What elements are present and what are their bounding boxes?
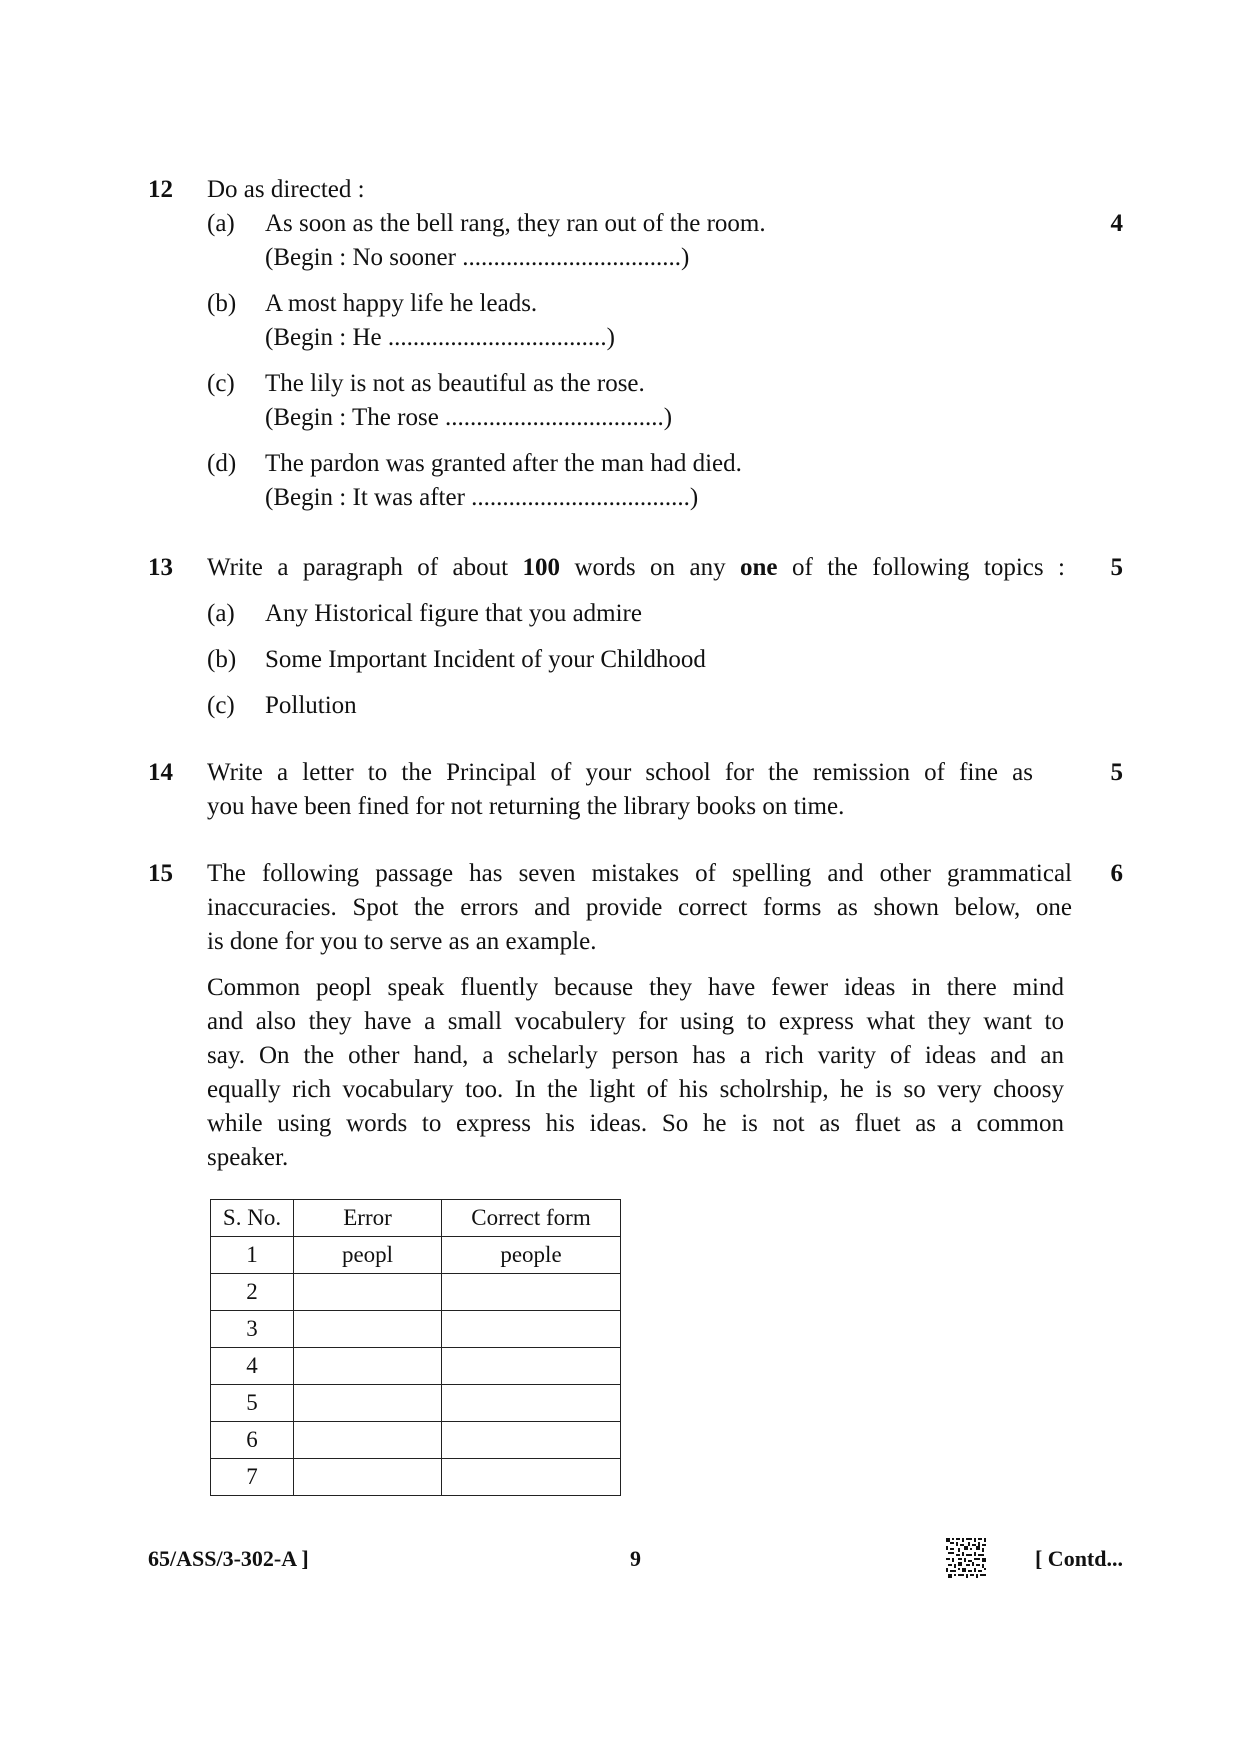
instruction-line: inaccuracies. Spot the errors and provide correct forms as shown below, one (207, 894, 1072, 921)
topic-text: Pollution (265, 692, 357, 719)
table-row (211, 1348, 621, 1385)
question-marks: 5 (1110, 554, 1123, 581)
topic-label: (c) (207, 692, 235, 719)
column-header: S. No. (211, 1200, 294, 1237)
serial-cell: 2 (211, 1274, 294, 1311)
topic-text: Any Historical figure that you admire (265, 600, 642, 627)
sub-item-hint: (Begin : The rose ...................................) (265, 404, 673, 431)
passage-line: equally rich vocabulary too. In the light of his scholrship, he is so very choosy (207, 1076, 1064, 1103)
qr-code-icon (946, 1538, 986, 1578)
error-cell (294, 1422, 442, 1459)
table-row (211, 1237, 621, 1274)
question-line-1: Write a letter to the Principal of your school for the remission of fine as (207, 759, 1033, 786)
serial-cell: 7 (211, 1459, 294, 1496)
question-15-instruction (207, 857, 1072, 959)
correct-form-cell (442, 1274, 621, 1311)
serial-cell: 4 (211, 1348, 294, 1385)
table-header-row (211, 1200, 621, 1237)
passage-line: and also they have a small vocabulery for using to express what they want to (207, 1008, 1064, 1035)
sub-item-hint: (Begin : No sooner ...................................) (265, 244, 690, 271)
question-number: 12 (148, 176, 173, 203)
table-row (211, 1274, 621, 1311)
table-row (211, 1311, 621, 1348)
passage-line: say. On the other hand, a schelarly person has a rich varity of ideas and an (207, 1042, 1064, 1069)
continued-label: [ Contd... (1034, 1546, 1123, 1571)
error-passage (207, 971, 1064, 1175)
paper-code: 65/ASS/3-302-A ] (148, 1546, 309, 1571)
question-marks: 5 (1110, 759, 1123, 786)
error-cell (294, 1385, 442, 1422)
passage-line: Common peopl speak fluently because they have fewer ideas in there mind (207, 974, 1064, 1001)
emphasis-one: one (740, 554, 778, 581)
error-cell (294, 1311, 442, 1348)
serial-cell: 5 (211, 1385, 294, 1422)
question-line-2: you have been fined for not returning the library books on time. (207, 793, 845, 820)
serial-cell: 6 (211, 1422, 294, 1459)
page-number: 9 (630, 1546, 641, 1571)
instruction-line: The following passage has seven mistakes of spelling and other grammatical (207, 860, 1072, 887)
question-instruction: Do as directed : (207, 176, 365, 203)
column-header: Correct form (442, 1200, 621, 1237)
sub-item-sentence: The lily is not as beautiful as the rose. (265, 370, 645, 397)
correct-form-cell (442, 1385, 621, 1422)
correct-form-cell (442, 1459, 621, 1496)
question-number: 15 (148, 860, 173, 887)
sub-item-sentence: The pardon was granted after the man had died. (265, 450, 742, 477)
instruction-line: is done for you to serve as an example. (207, 928, 597, 955)
serial-cell: 3 (211, 1311, 294, 1348)
question-text: Write a paragraph of about 100 words on any one of the following topics : (207, 554, 1065, 581)
table-row (211, 1422, 621, 1459)
sub-item-label: (d) (207, 450, 237, 477)
sub-item-hint: (Begin : It was after ...................................) (265, 484, 699, 511)
passage-line: speaker. (207, 1144, 289, 1171)
question-marks: 6 (1110, 860, 1123, 887)
table-row (211, 1459, 621, 1496)
error-cell (294, 1348, 442, 1385)
sub-item-sentence: As soon as the bell rang, they ran out of the room. (265, 210, 766, 237)
question-number: 13 (148, 554, 173, 581)
topic-label: (b) (207, 646, 237, 673)
correct-form-cell: people (442, 1237, 621, 1274)
sub-item-label: (b) (207, 290, 237, 317)
topic-text: Some Important Incident of your Childhood (265, 646, 706, 673)
page-footer (148, 1542, 1123, 1582)
passage-line: while using words to express his ideas. So he is not as fluet as a common (207, 1110, 1064, 1137)
error-correction-table (210, 1199, 621, 1496)
question-number: 14 (148, 759, 173, 786)
sub-item-label: (a) (207, 210, 235, 237)
table-row (211, 1385, 621, 1422)
sub-item-sentence: A most happy life he leads. (265, 290, 538, 317)
serial-cell: 1 (211, 1237, 294, 1274)
correct-form-cell (442, 1311, 621, 1348)
word-count: 100 (522, 554, 561, 581)
correct-form-cell (442, 1422, 621, 1459)
sub-item-label: (c) (207, 370, 235, 397)
sub-item-hint: (Begin : He ...................................) (265, 324, 615, 351)
topic-label: (a) (207, 600, 235, 627)
error-cell (294, 1274, 442, 1311)
correct-form-cell (442, 1348, 621, 1385)
error-cell: peopl (294, 1237, 442, 1274)
error-cell (294, 1459, 442, 1496)
column-header: Error (294, 1200, 442, 1237)
question-marks: 4 (1110, 210, 1123, 237)
